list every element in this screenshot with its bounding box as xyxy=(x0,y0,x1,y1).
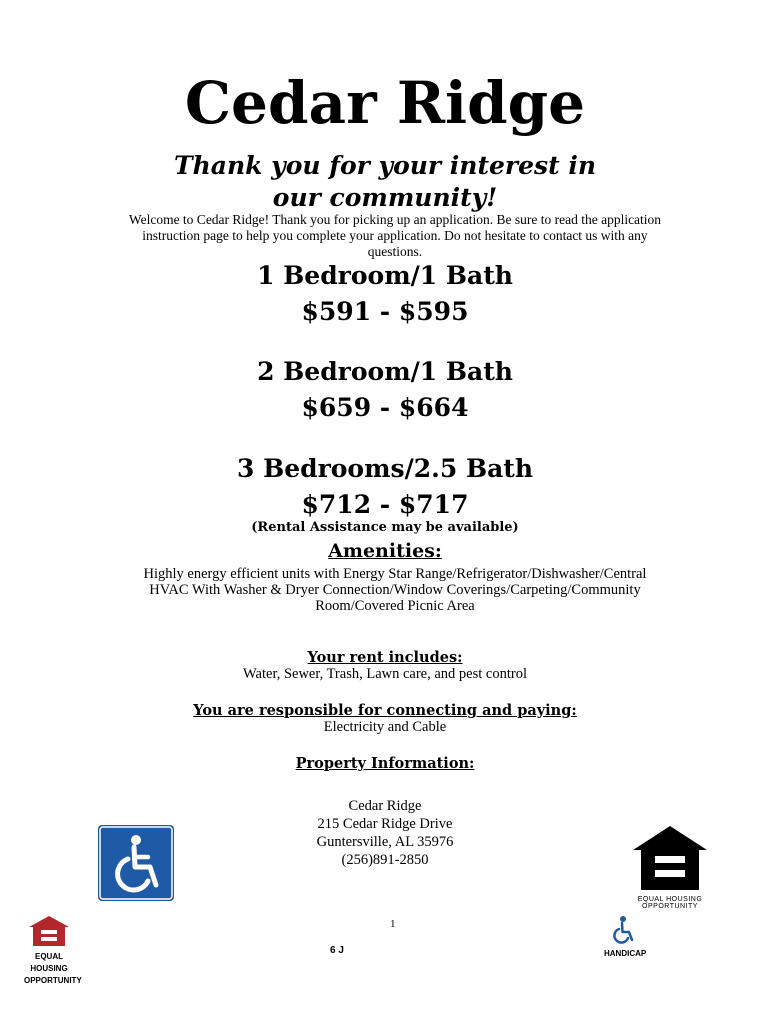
small-handicap-logo xyxy=(604,915,647,958)
rental-assistance-note: (Rental Assistance may be available) xyxy=(251,520,519,535)
equal-housing-icon xyxy=(631,824,709,892)
amenities-text: Highly energy efficient units with Energy Star Range/Refrigerator/Dishwasher/Central HVAC With Washer & Dryer Connection/Window Coverings/Carpeting/Community Room/Covered Picnic Area xyxy=(143,566,647,614)
property-city: Guntersville, AL 35976 xyxy=(316,834,454,850)
rent-includes-text: Water, Sewer, Trash, Lawn care, and pest control xyxy=(243,666,527,682)
page-number: 1 xyxy=(390,918,396,930)
equal-housing-caption-1: EQUAL HOUSING xyxy=(637,896,703,903)
unit-2 xyxy=(0,354,770,426)
unit-price: $712 - $717 xyxy=(301,490,469,519)
welcome-text: Welcome to Cedar Ridge! Thank you for picking up an application. Be sure to read the application instruction page to help you complete your application. Do not hesitate to contact us with any questions. xyxy=(128,212,662,259)
responsible-heading: You are responsible for connecting and paying: xyxy=(193,702,577,719)
rent-includes-heading: Your rent includes: xyxy=(307,649,463,666)
unit-price: $591 - $595 xyxy=(301,297,469,326)
subtitle xyxy=(0,150,770,214)
unit-type: 2 Bedroom/1 Bath xyxy=(257,357,513,386)
responsible-text: Electricity and Cable xyxy=(323,719,447,735)
handicap-accessible-icon xyxy=(98,825,174,901)
unit-3 xyxy=(0,451,770,523)
subtitle-line-2: our community! xyxy=(272,183,498,212)
property-heading: Property Information: xyxy=(295,755,475,772)
unit-1 xyxy=(0,258,770,330)
footer-code: 6 J xyxy=(330,945,344,956)
page-title: Cedar Ridge xyxy=(184,69,586,137)
property-name: Cedar Ridge xyxy=(348,798,422,814)
small-equal-housing-caption-1: EQUAL HOUSING xyxy=(30,952,68,973)
unit-type: 3 Bedrooms/2.5 Bath xyxy=(236,454,534,483)
small-equal-housing-icon xyxy=(27,915,71,947)
subtitle-line-1: Thank you for your interest in xyxy=(173,151,597,180)
equal-housing-caption-2: OPPORTUNITY xyxy=(642,903,698,910)
property-phone: (256)891-2850 xyxy=(341,852,429,868)
small-handicap-caption: HANDICAP xyxy=(604,949,647,958)
small-equal-housing-caption-2: OPPORTUNITY xyxy=(24,976,82,985)
unit-type: 1 Bedroom/1 Bath xyxy=(257,261,513,290)
amenities-heading: Amenities: xyxy=(328,540,442,562)
unit-price: $659 - $664 xyxy=(301,393,469,422)
equal-housing-logo xyxy=(631,824,709,910)
small-handicap-icon xyxy=(610,915,638,945)
small-equal-housing-logo xyxy=(24,915,82,987)
property-street: 215 Cedar Ridge Drive xyxy=(317,816,453,832)
